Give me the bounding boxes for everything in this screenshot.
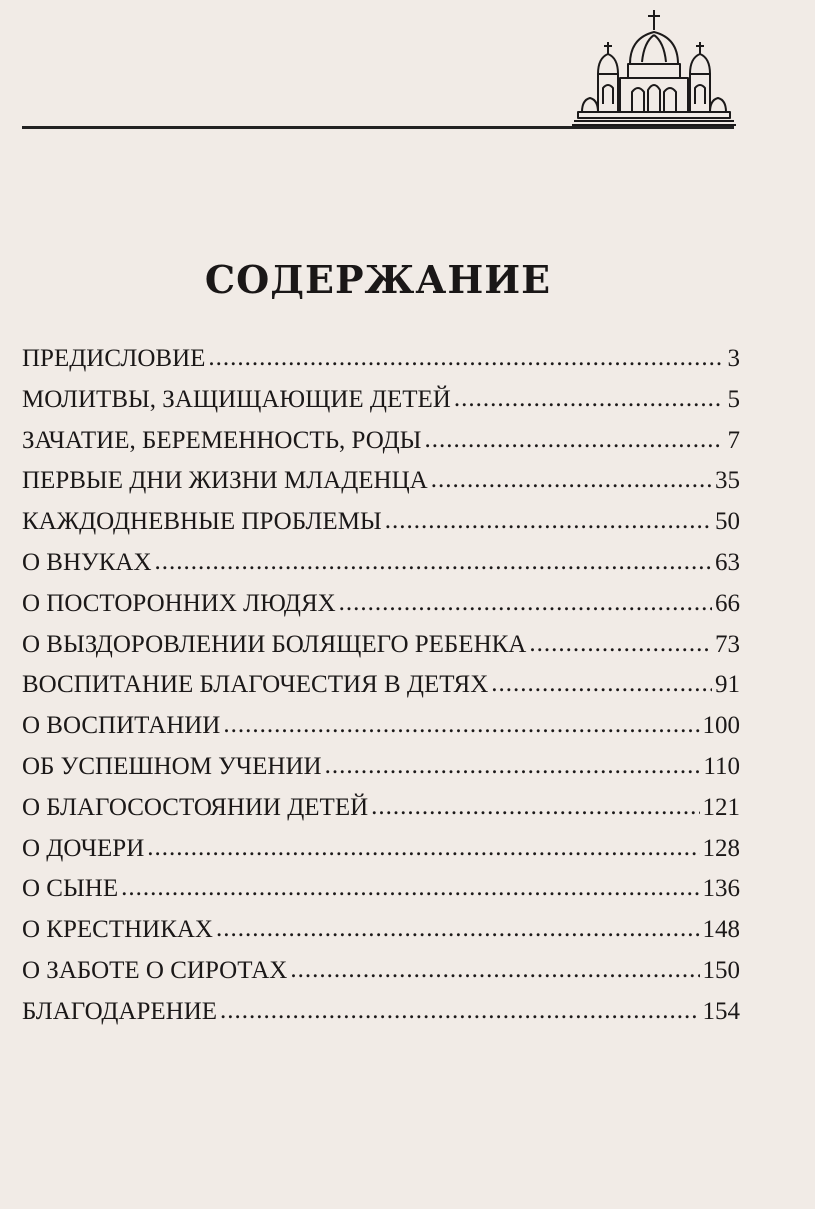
toc-page-number: 63: [715, 548, 740, 576]
toc-entry: [22, 916, 740, 957]
toc-entry: [22, 998, 740, 1039]
header-rule: [22, 126, 734, 129]
toc-entry-label: КАЖДОДНЕВНЫЕ ПРОБЛЕМЫ: [22, 508, 382, 536]
toc-entry: [22, 957, 740, 998]
toc-entry: [22, 549, 740, 590]
toc-dot-leader: [424, 426, 723, 454]
toc-dot-leader: [290, 956, 699, 984]
toc-page-number: 150: [702, 956, 740, 984]
toc-entry-label: ОБ УСПЕШНОМ УЧЕНИИ: [22, 752, 322, 780]
toc-entry-label: О БЛАГОСОСТОЯНИИ ДЕТЕЙ: [22, 793, 369, 821]
toc-entry-label: О ВОСПИТАНИИ: [22, 712, 221, 740]
toc-entry-label: О ВНУКАХ: [22, 548, 152, 576]
toc-dot-leader: [385, 507, 712, 535]
toc-entry: [22, 671, 740, 712]
toc-entry: [22, 386, 740, 427]
toc-entry: [22, 508, 740, 549]
toc-entry: [22, 345, 740, 386]
toc-page-number: 73: [715, 630, 740, 658]
toc-entry-label: О ЗАБОТЕ О СИРОТАХ: [22, 956, 288, 984]
toc-page-number: 50: [715, 508, 740, 536]
toc-dot-leader: [121, 874, 699, 902]
toc-page-number: 128: [702, 834, 740, 862]
toc-entry-label: О ДОЧЕРИ: [22, 834, 145, 862]
toc-entry-label: ЗАЧАТИЕ, БЕРЕМЕННОСТЬ, РОДЫ: [22, 426, 422, 454]
toc-dot-leader: [325, 752, 701, 780]
toc-entry: [22, 467, 740, 508]
toc-entry-label: БЛАГОДАРЕНИЕ: [22, 997, 218, 1025]
toc-entry-label: ПЕРВЫЕ ДНИ ЖИЗНИ МЛАДЕНЦА: [22, 467, 428, 495]
toc-page-number: 3: [727, 345, 740, 372]
toc-dot-leader: [529, 630, 712, 658]
toc-entry: [22, 712, 740, 753]
toc-dot-leader: [155, 548, 712, 576]
toc-entry: [22, 794, 740, 835]
toc-entry-label: МОЛИТВЫ, ЗАЩИЩАЮЩИЕ ДЕТЕЙ: [22, 385, 451, 413]
toc-entry-label: ВОСПИТАНИЕ БЛАГОЧЕСТИЯ В ДЕТЯХ: [22, 671, 489, 699]
toc-entry-label: ПРЕДИСЛОВИЕ: [22, 345, 206, 372]
toc-dot-leader: [491, 670, 712, 698]
toc-entry: [22, 875, 740, 916]
toc-page-number: 136: [702, 875, 740, 903]
table-of-contents: [22, 345, 740, 1039]
toc-dot-leader: [431, 466, 712, 494]
toc-page-number: 35: [715, 467, 740, 495]
toc-entry: [22, 427, 740, 468]
toc-dot-leader: [454, 385, 723, 413]
toc-dot-leader: [216, 915, 700, 943]
toc-page-number: 7: [727, 426, 740, 454]
toc-entry: [22, 590, 740, 631]
toc-dot-leader: [220, 997, 699, 1025]
toc-entry-label: О ВЫЗДОРОВЛЕНИИ БОЛЯЩЕГО РЕБЕНКА: [22, 630, 527, 658]
toc-page-number: 154: [702, 997, 740, 1025]
toc-entry: [22, 631, 740, 672]
page-title: СОДЕРЖАНИЕ: [204, 257, 552, 303]
toc-dot-leader: [223, 711, 699, 739]
toc-entry: [22, 835, 740, 876]
toc-entry-label: О СЫНЕ: [22, 875, 119, 903]
toc-page-number: 110: [703, 752, 740, 780]
toc-page-number: 5: [727, 385, 740, 413]
toc-page-number: 100: [702, 712, 740, 740]
toc-page-number: 91: [715, 671, 740, 699]
toc-dot-leader: [339, 589, 712, 617]
toc-entry-label: О ПОСТОРОННИХ ЛЮДЯХ: [22, 589, 336, 617]
toc-dot-leader: [208, 344, 723, 372]
toc-page-number: 148: [702, 916, 740, 944]
toc-entry: [22, 753, 740, 794]
church-icon: [572, 8, 736, 130]
toc-page-number: 121: [702, 793, 740, 821]
toc-dot-leader: [147, 834, 699, 862]
toc-dot-leader: [371, 793, 699, 821]
toc-page-number: 66: [715, 589, 740, 617]
toc-entry-label: О КРЕСТНИКАХ: [22, 916, 213, 944]
